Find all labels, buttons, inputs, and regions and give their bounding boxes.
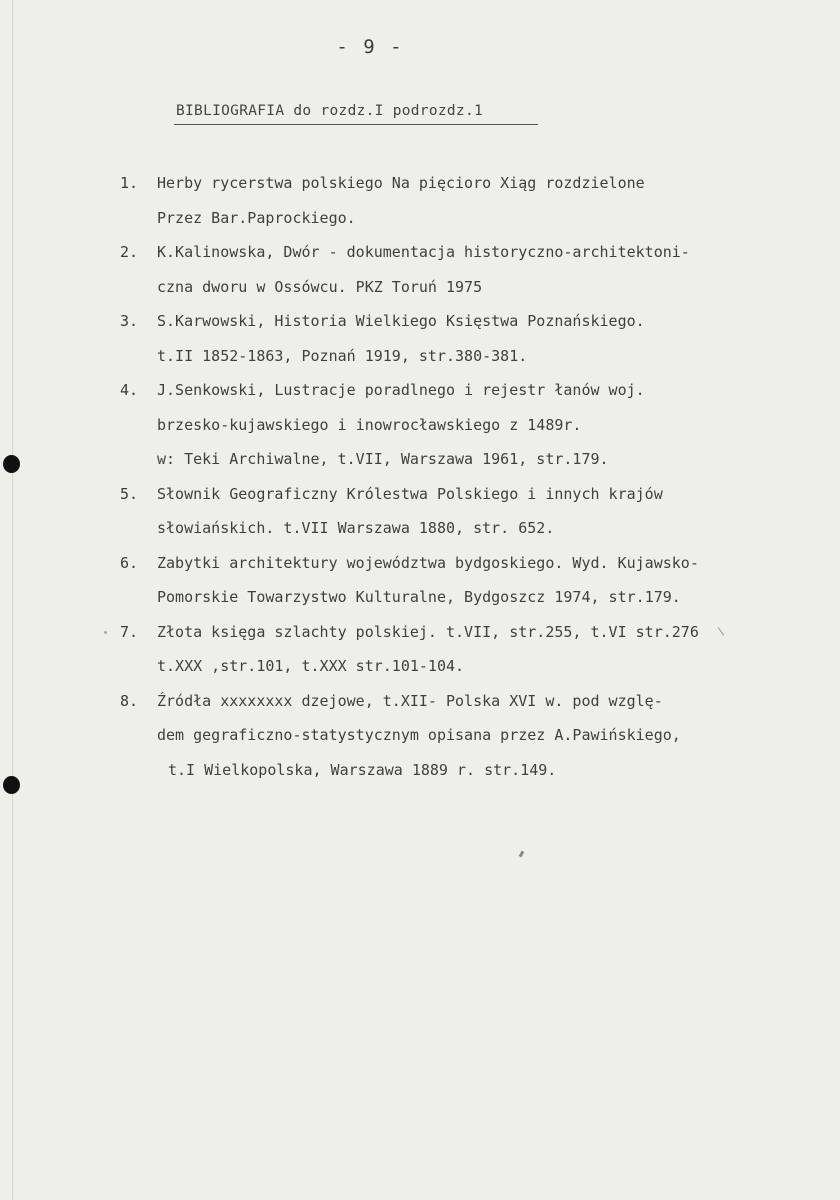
- page-edge-line: [12, 0, 13, 1200]
- entry-number: 3.: [120, 312, 139, 330]
- ink-speck: [104, 631, 107, 634]
- bibliography-entry: [120, 546, 800, 615]
- bibliography-entry: [120, 615, 800, 684]
- entry-text-line: t.I Wielkopolska, Warszawa 1889 r. str.149.: [168, 760, 557, 779]
- entry-text-line: K.Kalinowska, Dwór - dokumentacja historyczno-architektoni-: [157, 243, 690, 261]
- ink-speck: [519, 851, 525, 858]
- entry-text-line: t.XXX ,str.101, t.XXX str.101-104.: [157, 657, 465, 675]
- entry-number: 8.: [120, 691, 139, 710]
- entry-number: 2.: [120, 243, 139, 261]
- binder-punch-hole: [3, 776, 20, 794]
- bibliography-heading: BIBLIOGRAFIA do rozdz.I podrozdz.1: [176, 103, 484, 119]
- entry-number: 5.: [120, 484, 139, 503]
- entry-text-line: dem gegraficzno-statystycznym opisana przez A.Pawińskiego,: [157, 726, 681, 744]
- entry-text-line: w: Teki Archiwalne, t.VII, Warszawa 1961, str.179.: [157, 450, 609, 468]
- binder-punch-hole: [3, 455, 20, 473]
- entry-text-line: Źródła xxxxxxxx dzejowe, t.XII- Polska XVI w. pod wzglę-: [157, 691, 663, 710]
- heading-underline: [174, 124, 538, 125]
- bibliography-entry: [120, 235, 800, 304]
- bibliography-entry: [120, 373, 800, 477]
- bibliography-entry: [120, 166, 800, 235]
- entry-text-line: Herby rycerstwa polskiego Na pięcioro Xiąg rozdzielone: [157, 174, 645, 192]
- entry-number: 1.: [120, 174, 139, 192]
- page-number: - 9 -: [336, 36, 404, 58]
- bibliography-list: [120, 166, 800, 787]
- bibliography-entry: [120, 477, 800, 546]
- bibliography-entry: [120, 684, 800, 788]
- entry-text-line: Słownik Geograficzny Królestwa Polskiego i innych krajów: [157, 484, 663, 503]
- entry-number: 7.: [120, 622, 139, 641]
- entry-text-line: Przez Bar.Paprockiego.: [157, 208, 356, 227]
- entry-number: 4.: [120, 381, 139, 399]
- entry-text-line: czna dworu w Ossówcu. PKZ Toruń 1975: [157, 277, 483, 296]
- entry-text-line: Zabytki architektury województwa bydgoskiego. Wyd. Kujawsko-: [157, 553, 699, 572]
- entry-text-line: S.Karwowski, Historia Wielkiego Księstwa Poznańskiego.: [157, 312, 645, 330]
- entry-text-line: Złota księga szlachty polskiej. t.VII, str.255, t.VI str.276: [157, 622, 699, 641]
- bibliography-entry: [120, 304, 800, 373]
- entry-text-line: t.II 1852-1863, Poznań 1919, str.380-381.: [157, 346, 528, 365]
- entry-number: 6.: [120, 553, 139, 572]
- entry-text-line: Pomorskie Towarzystwo Kulturalne, Bydgoszcz 1974, str.179.: [157, 588, 681, 606]
- entry-text-line: brzesko-kujawskiego i inowrocławskiego z 1489r.: [157, 415, 582, 434]
- entry-text-line: J.Senkowski, Lustracje poradlnego i rejestr łanów woj.: [157, 381, 645, 399]
- entry-text-line: słowiańskich. t.VII Warszawa 1880, str. 652.: [157, 519, 555, 537]
